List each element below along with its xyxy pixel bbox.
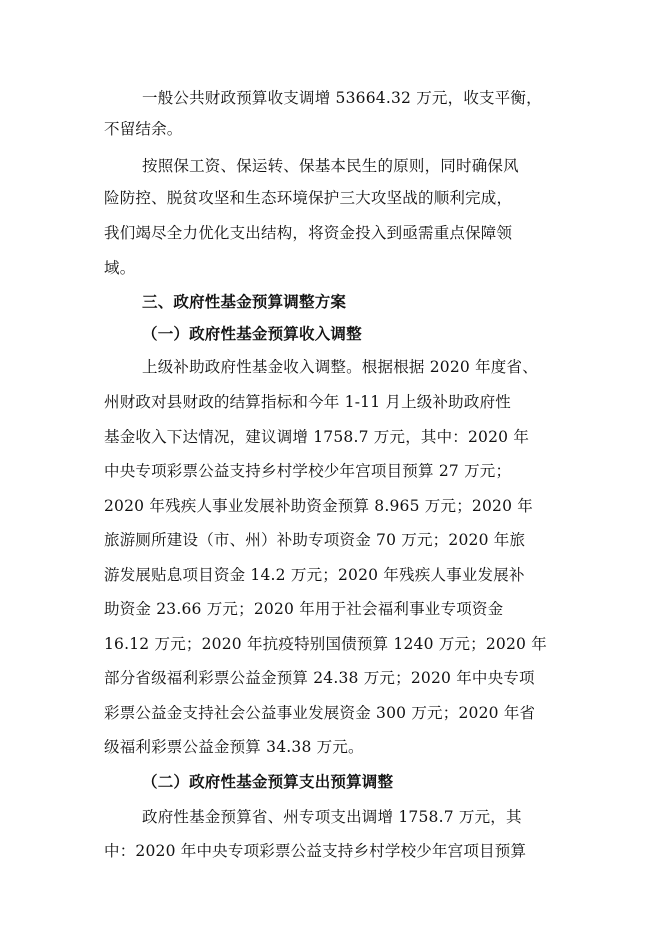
- section-heading: 三、政府性基金预算调整方案: [142, 293, 347, 311]
- paragraph-line: 一般公共财政预算收支调增 53664.32 万元，收支平衡，: [142, 89, 542, 107]
- paragraph-line: 政府性基金预算省、州专项支出调增 1758.7 万元，其: [142, 808, 522, 826]
- paragraph-line: 彩票公益金支持社会公益事业发展资金 300 万元；2020 年省: [104, 704, 536, 722]
- paragraph-line: 2020 年残疾人事业发展补助资金预算 8.965 万元；2020 年: [104, 497, 533, 515]
- paragraph-line: 中央专项彩票公益支持乡村学校少年宫项目预算 27 万元；: [104, 462, 512, 480]
- paragraph-line: 级福利彩票公益金预算 34.38 万元。: [104, 738, 364, 756]
- paragraph-line: 基金收入下达情况，建议调增 1758.7 万元，其中：2020 年: [104, 428, 530, 446]
- paragraph-line: 游发展贴息项目资金 14.2 万元；2020 年残疾人事业发展补: [104, 566, 525, 584]
- paragraph-line: 不留结余。: [104, 120, 183, 138]
- paragraph-line: 上级补助政府性基金收入调整。根据根据 2020 年度省、: [142, 358, 538, 376]
- paragraph-line: 16.12 万元；2020 年抗疫特别国债预算 1240 万元；2020 年: [104, 635, 547, 653]
- paragraph-line: 按照保工资、保运转、保基本民生的原则，同时确保风: [142, 157, 519, 175]
- paragraph-line: 我们竭尽全力优化支出结构，将资金投入到亟需重点保障领: [104, 224, 513, 242]
- paragraph-line: 险防控、脱贫攻坚和生态环境保护三大攻坚战的顺利完成，: [104, 189, 513, 207]
- paragraph-line: 助资金 23.66 万元；2020 年用于社会福利事业专项资金: [104, 600, 504, 618]
- subsection-heading: （二）政府性基金预算支出预算调整: [142, 773, 394, 791]
- paragraph-line: 中：2020 年中央专项彩票公益支持乡村学校少年宫项目预算: [104, 842, 527, 860]
- paragraph-line: 旅游厕所建设（市、州）补助专项资金 70 万元；2020 年旅: [104, 531, 526, 549]
- paragraph-line: 域。: [104, 259, 136, 277]
- paragraph-line: 州财政对县财政的结算指标和今年 1-11 月上级补助政府性: [104, 393, 511, 411]
- subsection-heading: （一）政府性基金预算收入调整: [142, 325, 362, 343]
- paragraph-line: 部分省级福利彩票公益金预算 24.38 万元；2020 年中央专项: [104, 669, 535, 687]
